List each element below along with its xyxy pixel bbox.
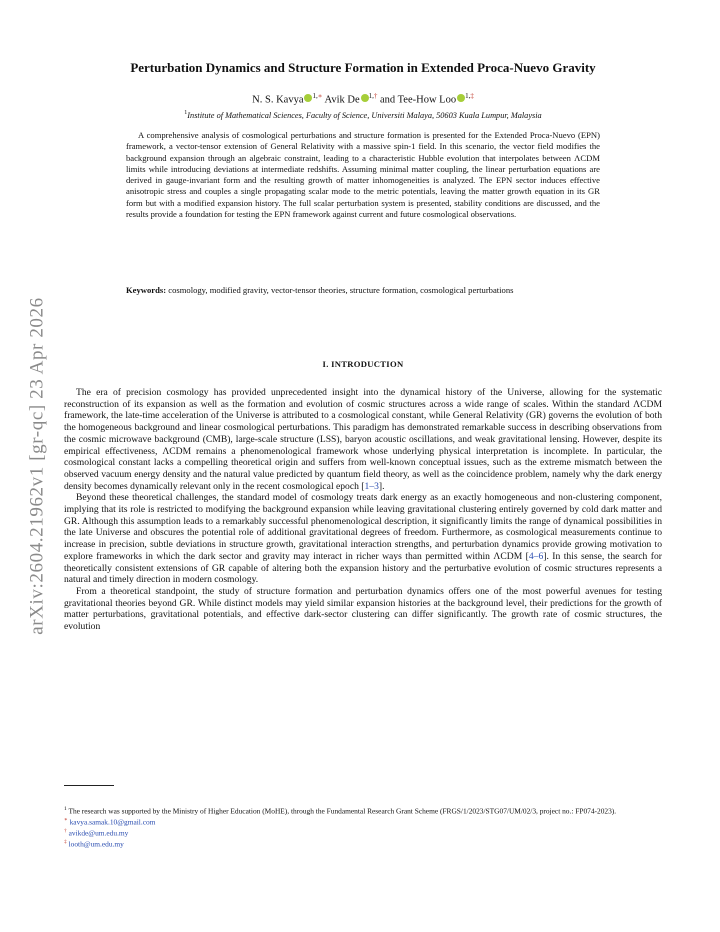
paragraph: From a theoretical standpoint, the study of structure formation and perturbation dynamics offers one of the most powerful avenues for testing gravitational theories beyond GR. While distinct models may yield similar expansion histories at the background level, their predictions for the growth of matter perturbations, gravitational potentials, and effective dark-sector clustering can differ significantly. The growth rate of cosmic structures, the evolution [64, 585, 662, 633]
keywords-text: cosmology, modified gravity, vector-tensor theories, structure formation, cosmological perturbations [168, 285, 514, 295]
footnotes [64, 805, 662, 849]
paper-title: Perturbation Dynamics and Structure Formation in Extended Proca-Nuevo Gravity [130, 60, 596, 75]
author-conjunction: and [380, 94, 396, 106]
affiliation [64, 110, 662, 120]
footnote-text: The research was supported by the Ministry of Higher Education (MoHE), through the Fundamental Research Grant Scheme (FRGS/1/2023/STG07/UM/02/3, project no.: FP074-2023). [68, 806, 617, 816]
author-name: Tee-How Loo [397, 94, 457, 106]
email-link[interactable]: looth@um.edu.my [68, 839, 124, 849]
email-link[interactable]: avikde@um.edu.my [68, 828, 129, 838]
footnote-rule [64, 785, 114, 786]
citation-link[interactable]: 1–3 [364, 480, 379, 492]
arxiv-stamp [18, 262, 58, 670]
email-footnote [64, 816, 662, 827]
author-affil-num: 1, [312, 92, 318, 100]
paragraph [64, 492, 662, 586]
email-link[interactable]: kavya.samak.10@gmail.com [69, 817, 156, 827]
introduction-body [64, 387, 662, 633]
author-name: Avik De [324, 94, 360, 106]
footnote-mark: ∗ [64, 817, 68, 824]
email-footnote [64, 838, 662, 849]
footnote-num: 1 [64, 806, 67, 812]
author-affil-num: 1, [368, 92, 374, 100]
author-mark[interactable]: † [373, 92, 378, 100]
funding-footnote [64, 805, 662, 816]
orcid-icon[interactable] [457, 94, 465, 102]
paragraph-text: The era of precision cosmology has provided unprecedented insight into the dynamical history of the Universe, allowing for the systematic reconstruction of its expansion as well as the formation and evolution of cosmic structures across a wide range of scales. Within the standard ΛCDM framework, the late-time acceleration of the Universe is attributed to a cosmological constant, while General Relativity (GR) governs the evolution of both the homogeneous background and linear cosmological perturbations. This paradigm has demonstrated remarkable success in describing observations from the cosmic microwave background (CMB), large-scale structure (LSS), baryon acoustic oscillations, and weak gravitational lensing. However, despite its empirical effectiveness, ΛCDM remains a phenomenological framework whose underlying physical interpretation is incomplete. In particular, the cosmological constant lacks a compelling theoretical origin and suffers from well-known conceptual issues, such as the extreme mismatch between the observed vacuum energy density and the natural value predicted by quantum field theory, as well as the coincidence problem, namely why the dark energy density becomes dynamically relevant only in the recent cosmological epoch [ [64, 387, 662, 492]
email-footnote [64, 827, 662, 838]
author-mark[interactable]: ‡ [470, 92, 474, 100]
affiliation-num: 1 [184, 110, 188, 116]
affiliation-text: Institute of Mathematical Sciences, Faculty of Science, Universiti Malaya, 50603 Kuala Lumpur, Malaysia [187, 110, 542, 120]
author-mark[interactable]: ∗ [317, 92, 323, 100]
paragraph-text: ]. [378, 480, 385, 492]
footnote-mark: ‡ [64, 839, 67, 846]
author-list [64, 92, 662, 106]
paragraph [64, 387, 662, 492]
abstract: A comprehensive analysis of cosmological perturbations and structure formation is presented for the Extended Proca-Nuevo (EPN) framework, a vector-tensor extension of General Relativity with a massive spin-1 field. In this scenario, the vector field modifies the background expansion through an algebraic constraint, leading to a characteristic Hubble evolution that interpolates between ΛCDM limits while introducing deviations at intermediate redshifts. Assuming minimal matter coupling, the linear perturbation equations are derived in gauge-invariant form and the resulting growth of matter inhomogeneities is analyzed. The EPN sector induces effective anisotropic stress and couples a single propagating scalar mode to the metric potentials, leaving the matter growth equation in its GR form but with a modified expansion history. The full scalar perturbation system is presented, stability conditions are discussed, and the results provide a foundation for testing the EPN framework against current and future cosmological observations. [126, 130, 600, 220]
footnote-mark: † [64, 828, 67, 835]
author-name: N. S. Kavya [252, 94, 304, 106]
orcid-icon[interactable] [361, 94, 369, 102]
paragraph-text: Beyond these theoretical challenges, the standard model of cosmology treats dark energy as an exactly homogeneous and non-clustering component, implying that its role is restricted to modifying the background expansion while leaving gravitational clustering entirely governed by cold dark matter and GR. Although this assumption leads to a remarkably successful phenomenological description, it significantly limits the range of dynamical possibilities in the late Universe and obscures the potential role of additional gravitational degrees of freedom. Furthermore, as cosmological measurements continue to increase in precision, subtle deviations in structure growth, gravitational interaction strengths, and perturbation dynamics provide growing motivation to explore frameworks in which the dark sector and gravity may interact in richer ways than permitted within ΛCDM [ [64, 492, 662, 562]
citation-link[interactable]: 4–6 [528, 550, 544, 562]
keywords [126, 285, 600, 296]
paragraph-text: ]. In this sense, the search for theoretically consistent extensions of GR capable of altering both the expansion history and the perturbative evolution of cosmic structures represents a natural and timely direction in modern cosmology. [64, 550, 662, 586]
keywords-label: Keywords: [126, 285, 167, 295]
author-affil-num: 1, [465, 92, 471, 100]
arxiv-identifier: arXiv:2604.21962v1 [gr-qc] 23 Apr 2026 [27, 297, 49, 635]
section-heading: I. INTRODUCTION [322, 359, 404, 369]
